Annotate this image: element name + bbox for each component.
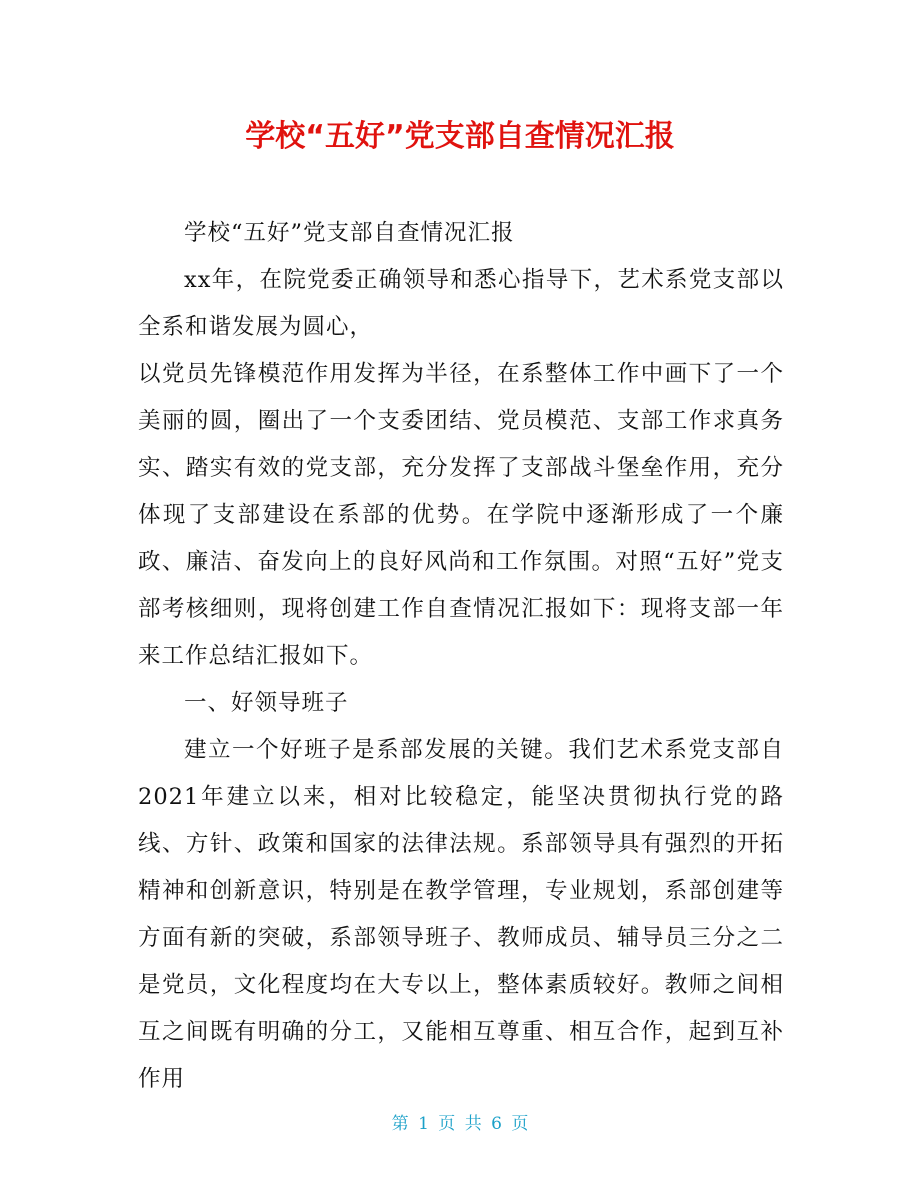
- section-heading: 一、好领导班子: [184, 690, 349, 716]
- paragraph: 以党员先锋模范作用发挥为半径，在系整体工作中画下了一个美丽的圆，圈出了一个支委团结、党员模范、支部工作求真务实、踏实有效的党支部，充分发挥了支部战斗堡垒作用，充分体现了支部建设在系部的优势。在学院中逐渐形成了一个廉政、廉洁、奋发向上的良好风尚和工作氛围。对照“五好”党支部考核细则，现将创建工作自查情况汇报如下：现将支部一年来工作总结汇报如下。: [138, 361, 784, 669]
- paragraph: xx年，在院党委正确领导和悉心指导下，艺术系党支部以全系和谐发展为圆心，: [138, 267, 784, 340]
- page-number-footer: 第 1 页 共 6 页: [391, 1114, 529, 1134]
- document-body: [138, 210, 784, 1103]
- document-title: 学校“五好”党支部自查情况汇报: [245, 119, 675, 154]
- paragraph: 学校“五好”党支部自查情况汇报: [184, 220, 515, 246]
- paragraph: 建立一个好班子是系部发展的关键。我们艺术系党支部自2021年建立以来，相对比较稳定，能坚决贯彻执行党的路线、方针、政策和国家的法律法规。系部领导具有强烈的开拓精神和创新意识，特别是在教学管理，专业规划，系部创建等方面有新的突破，系部领导班子、教师成员、辅导员三分之二是党员，文化程度均在大专以上，整体素质较好。教师之间相互之间既有明确的分工，又能相互尊重、相互合作，起到互补作用: [138, 737, 784, 1092]
